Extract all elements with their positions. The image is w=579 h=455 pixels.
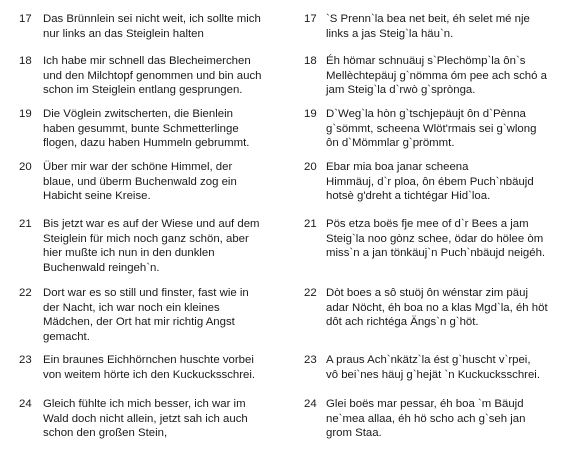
german-verse (0, 160, 290, 204)
dialect-verse (291, 217, 579, 261)
verse-line: von weitem hörte ich den Kuckucksschrei. (43, 368, 256, 381)
verse-line: g`sömmt, scheena Wlöt'rmais sei g`wlong (326, 122, 537, 135)
verse-line: Gleich fühlte ich mich besser, ich war im (43, 398, 246, 410)
verse-line: der Nacht, ich war noch ein kleines (43, 301, 220, 314)
verse-line: schon den großen Stein, (43, 427, 168, 440)
verse-text (40, 286, 290, 344)
verse-line: Die Vöglein zwitscherten, die Bienlein (43, 108, 233, 120)
verse-line: Pös etza boës fje mee of d`r Bees a jam (326, 218, 529, 230)
dialect-verse (291, 353, 579, 382)
german-verse (0, 286, 290, 344)
verse-line: `S Prenn`la bea net beit, éh selet mé nje (326, 13, 530, 25)
dialect-verse (291, 397, 579, 441)
verse-line: adar Nöcht, éh boa no a klas Mgd`la, éh höt (326, 301, 548, 314)
german-verse (0, 353, 290, 382)
verse-text (40, 397, 290, 441)
german-verse (0, 217, 290, 275)
verse-text (326, 353, 579, 382)
verse-line: Steig`la noo gònz schee, ödar do hölee òm (326, 232, 544, 245)
verse-number: 24 (19, 398, 32, 410)
verse-text (326, 54, 579, 98)
verse-text (40, 160, 290, 204)
verse-line: dôt ach richtéga Ängs`n g`höt. (326, 316, 479, 329)
verse-number: 17 (304, 13, 317, 25)
verse-number: 19 (304, 108, 317, 120)
verse-line: ne`mea allaa, éh hö scho ach g`seh jan (326, 412, 526, 425)
verse-number: 23 (304, 354, 317, 366)
verse-number: 18 (19, 55, 32, 67)
verse-line: blaue, und überm Buchenwald zog ein (43, 175, 237, 188)
verse-line: grom Staa. (326, 427, 382, 440)
verse-line: und den Milchtopf genommen und bin auch (43, 69, 262, 82)
verse-line: Mellèchtepäuj g`nömma óm pee ach schó a (326, 69, 547, 82)
verse-line: Buchenwald reingeh`n. (43, 261, 160, 274)
verse-line: ôn d`Mömmlar g`prömmt. (326, 137, 455, 150)
verse-number: 21 (19, 218, 32, 230)
verse-text (326, 397, 579, 441)
verse-text (326, 107, 579, 151)
verse-number: 20 (304, 161, 317, 173)
german-verse (0, 397, 290, 441)
german-verse (0, 107, 290, 151)
verse-line: Bis jetzt war es auf der Wiese und auf dem (43, 218, 260, 230)
verse-line: Dort war es so still und finster, fast wie in (43, 287, 249, 299)
verse-line: Das Brünnlein sei nicht weit, ich sollte mich (43, 13, 261, 25)
verse-line: Habicht seine Kreise. (43, 190, 151, 203)
verse-number: 23 (19, 354, 32, 366)
dialect-verse (291, 12, 579, 41)
verse-line: Mädchen, der Ort hat mir richtig Angst (43, 316, 235, 329)
verse-number: 18 (304, 55, 317, 67)
verse-line: Glei boës mar pessar, éh boa `m Bäujd (326, 398, 524, 410)
verse-line: Ein braunes Eichhörnchen huschte vorbei (43, 354, 254, 366)
verse-text (40, 12, 290, 41)
verse-number: 17 (19, 13, 32, 25)
verse-line: Éh hömar schnuäuj s`Plechömp`la ôn`s (326, 55, 526, 67)
verse-number: 19 (19, 108, 32, 120)
verse-line: A praus Ach`nkätz`la ést g`huscht v`rpei, (326, 354, 531, 366)
dialect-verse (291, 160, 579, 204)
verse-text (40, 107, 290, 151)
verse-line: Wald doch nicht allein, jetzt sah ich auch (43, 412, 248, 425)
verse-number: 20 (19, 161, 32, 173)
german-verse (0, 54, 290, 98)
verse-text (40, 217, 290, 275)
verse-line: nur links an das Steiglein halten (43, 27, 204, 40)
verse-line: gemacht. (43, 330, 90, 343)
verse-number: 24 (304, 398, 317, 410)
verse-text (40, 54, 290, 98)
verse-line: hotsè g'dreht a tichtégar Hid`loa. (326, 190, 491, 203)
verse-number: 22 (19, 287, 32, 299)
verse-line: jam Steig`la d`rwò g`sprònga. (326, 84, 476, 97)
verse-number: 21 (304, 218, 317, 230)
verse-text (326, 286, 579, 330)
dialect-verse (291, 54, 579, 98)
verse-line: schon im Steiglein entlang gesprungen. (43, 84, 243, 97)
verse-line: Über mir war der schöne Himmel, der (43, 161, 233, 173)
verse-line: Himmäuj, d`r ploa, ôn ébem Puch`nbäujd (326, 175, 534, 188)
verse-line: flogen, dazu haben Hummeln gebrummt. (43, 137, 250, 150)
german-verse (0, 12, 290, 41)
verse-text (40, 353, 290, 382)
verse-line: miss`n a jan tönkäuj`n Puch`nbäujd neigéh. (326, 247, 546, 260)
dialect-verse (291, 107, 579, 151)
verse-line: vô bei`nes häuj g`hejät `n Kuckucksschrei. (326, 368, 540, 381)
verse-line: haben gesummt, bunte Schmetterlinge (43, 122, 239, 135)
verse-text (326, 160, 579, 204)
verse-line: Steiglein für mich noch ganz schön, aber (43, 232, 249, 245)
verse-line: hier mußte ich nun in den dunklen (43, 247, 215, 260)
verse-number: 22 (304, 287, 317, 299)
verse-line: Dòt boes a sô stuöj ôn wénstar zim päuj (326, 287, 528, 299)
verse-line: D`Weg`la hòn g`tschjepäujt ôn d`Pènna (326, 108, 526, 120)
verse-text (326, 217, 579, 261)
verse-line: links a jas Steig`la häu`n. (326, 27, 454, 40)
verse-text (326, 12, 579, 41)
verse-line: Ich habe mir schnell das Blecheimerchen (43, 55, 251, 67)
verse-line: Ebar mia boa janar scheena (326, 161, 469, 173)
dialect-verse (291, 286, 579, 330)
